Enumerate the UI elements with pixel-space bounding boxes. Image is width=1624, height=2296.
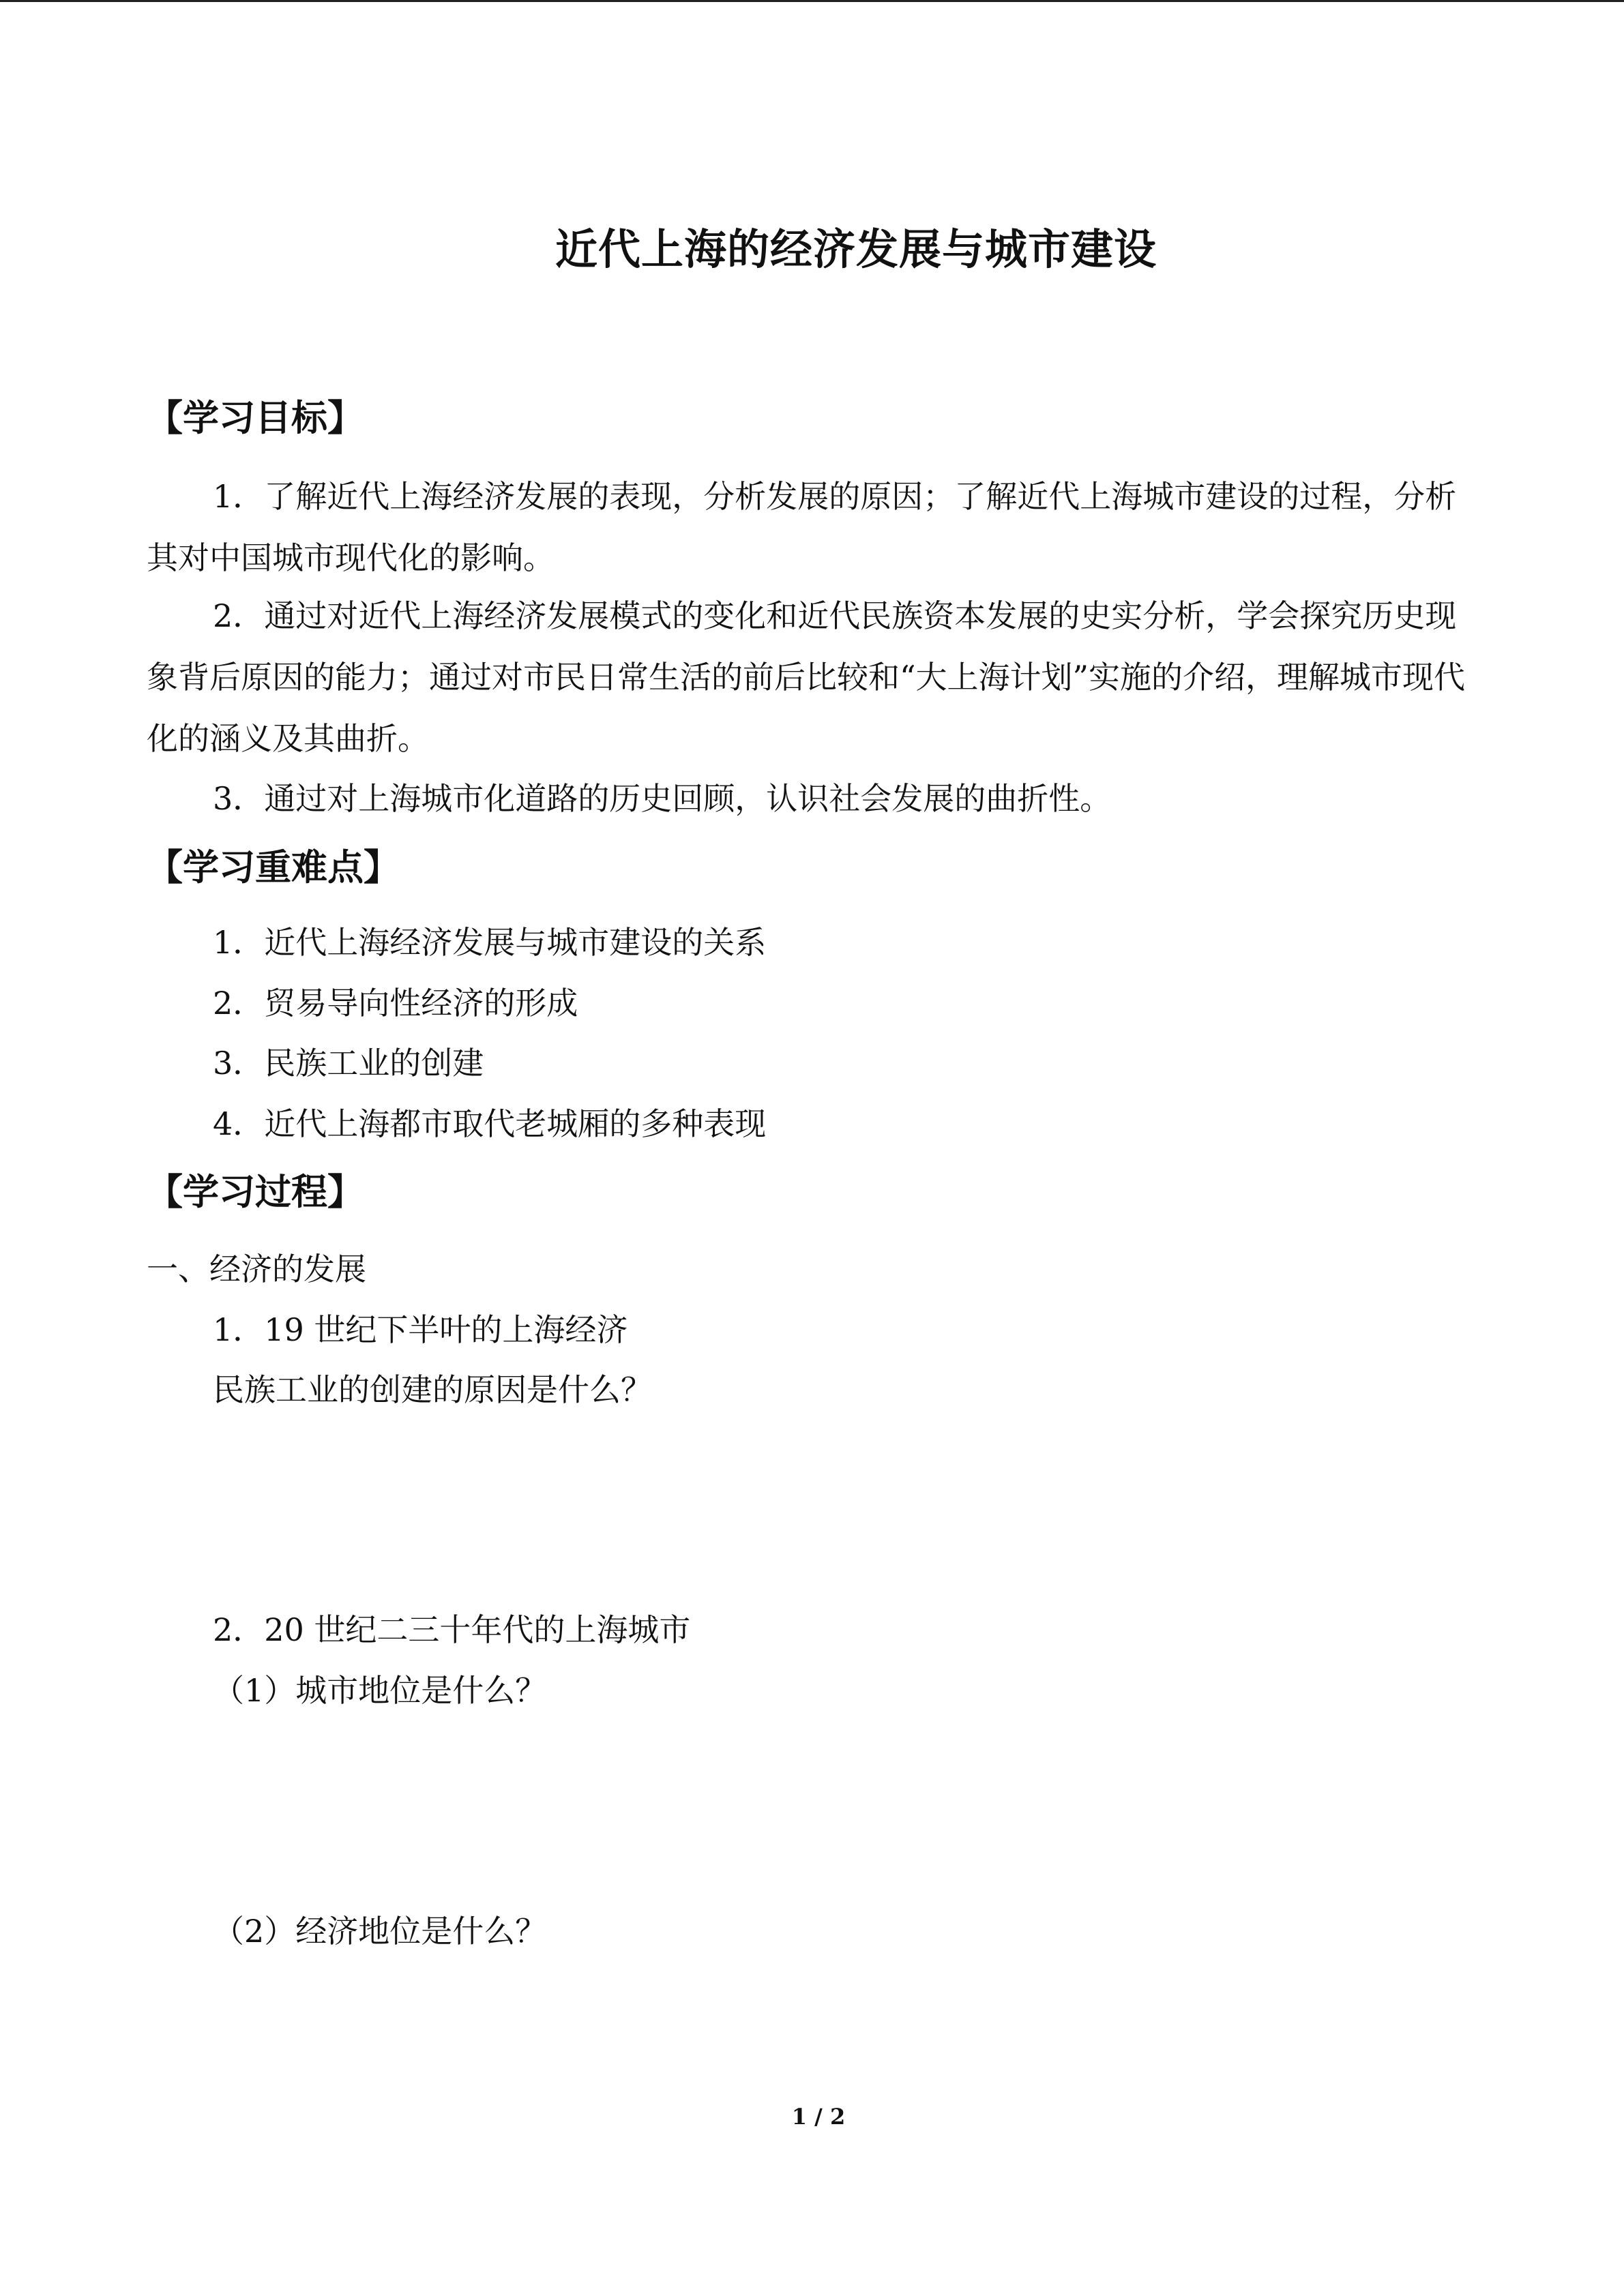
question-3: （2）经济地位是什么？ <box>213 1913 547 1950</box>
question-2: （1）城市地位是什么？ <box>213 1672 547 1709</box>
process-heading: 【学习过程】 <box>147 1171 364 1213</box>
key-point-item-2: 2．贸易导向性经济的形成 <box>213 985 578 1022</box>
objective-item-3: 3．通过对上海城市化道路的历史回顾，认识社会发展的曲折性。 <box>213 780 1112 817</box>
objectives-heading: 【学习目标】 <box>147 397 364 439</box>
objective-item-2: 2．通过对近代上海经济发展模式的变化和近代民族资本发展的史实分析，学会探究历史现象背后原因的能力；通过对市民日常生活的前后比较和“大上海计划”实施的介绍，理解城市现代化的涵义及其曲折。 <box>147 597 1466 757</box>
key-points-heading: 【学习重难点】 <box>147 846 400 889</box>
key-point-item-1: 1．近代上海经济发展与城市建设的关系 <box>213 924 767 961</box>
section-1-title: 一、经济的发展 <box>147 1251 366 1287</box>
subsection-1-title: 1．19 世纪下半叶的上海经济 <box>213 1311 628 1348</box>
page-number: 1 / 2 <box>791 2104 846 2130</box>
subsection-2-title: 2．20 世纪二三十年代的上海城市 <box>213 1611 691 1648</box>
document-title: 近代上海的经济发展与城市建设 <box>555 224 1157 274</box>
key-point-item-4: 4．近代上海都市取代老城厢的多种表现 <box>213 1105 767 1142</box>
objective-item-1: 1．了解近代上海经济发展的表现，分析发展的原因；了解近代上海城市建设的过程，分析其对中国城市现代化的影响。 <box>147 478 1457 576</box>
question-1: 民族工业的创建的原因是什么？ <box>213 1371 652 1408</box>
key-point-item-3: 3．民族工业的创建 <box>213 1045 484 1082</box>
